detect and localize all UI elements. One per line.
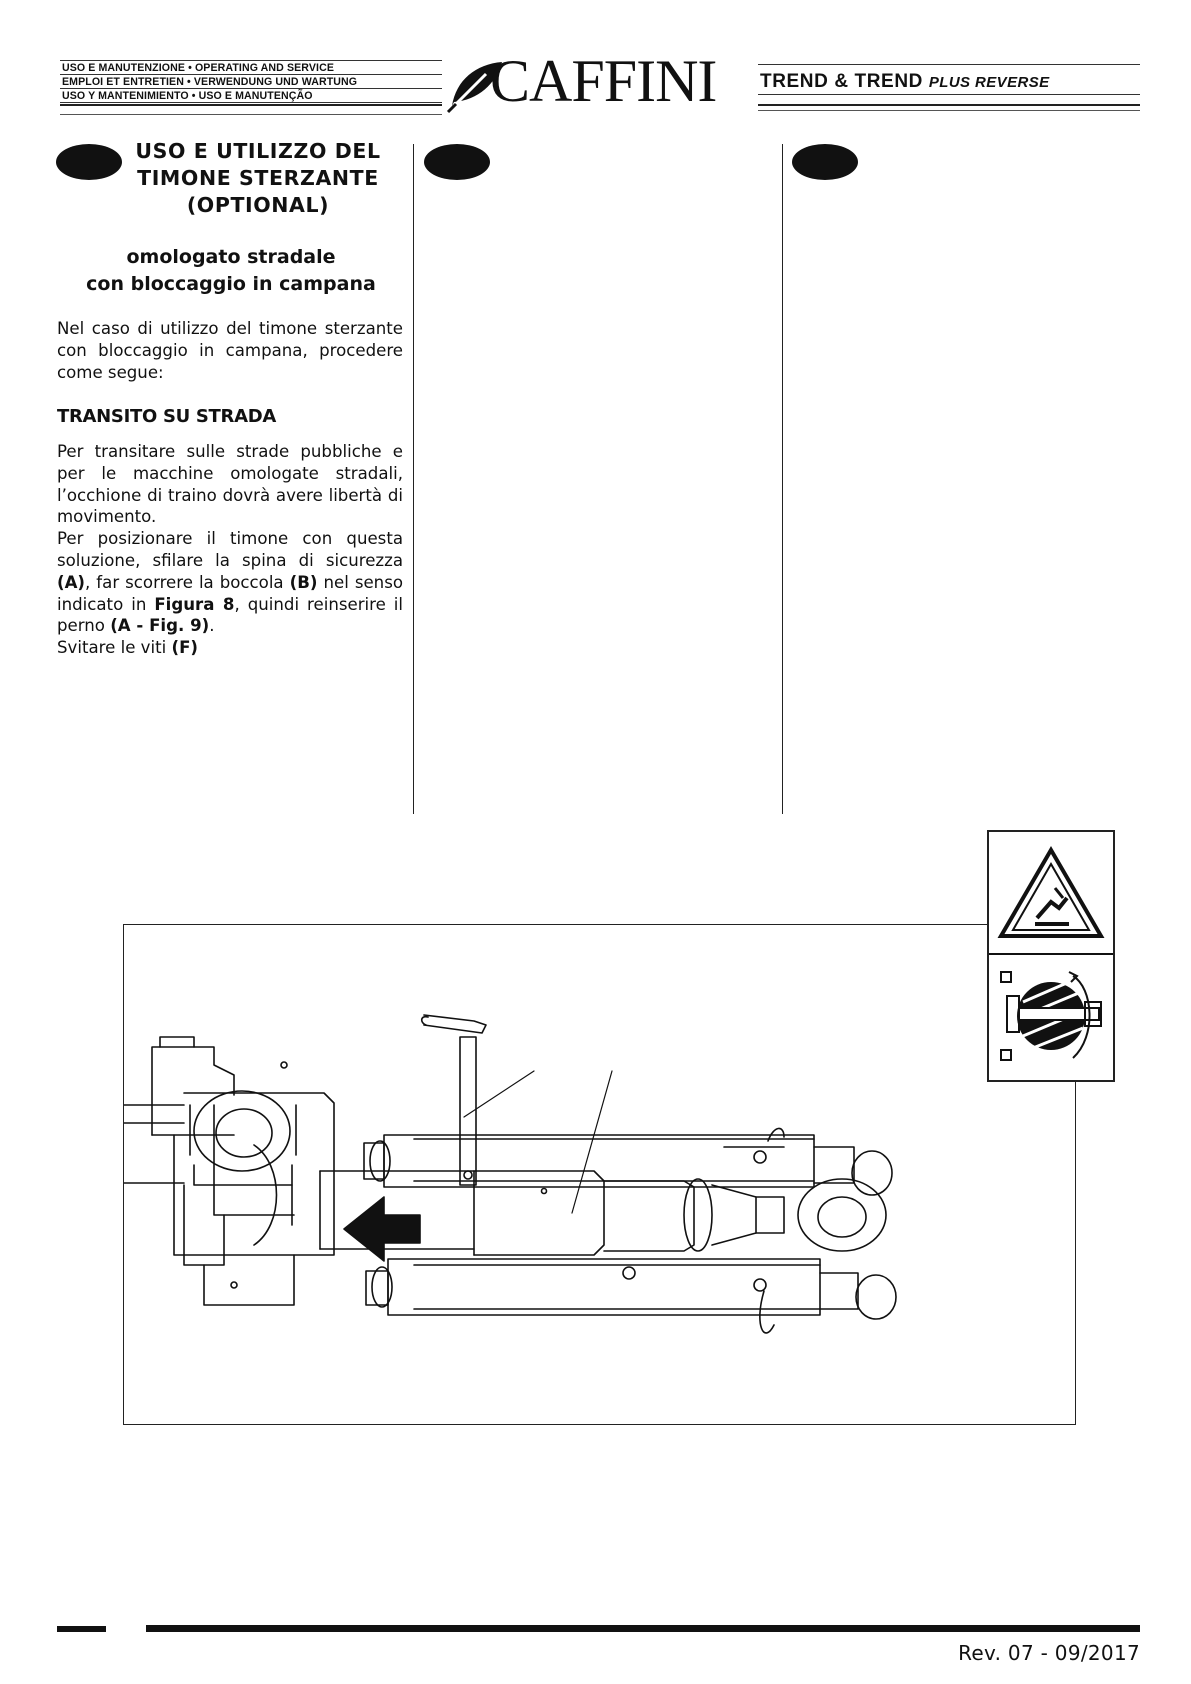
- column-divider: [782, 144, 783, 814]
- safety-pictogram-panel: [989, 832, 1113, 1080]
- revision-label: Rev. 07 - 09/2017: [958, 1641, 1140, 1665]
- body-text: Per transitare sulle strade pubbliche e per le macchine omologate stradali, l’occhione di traino dovrà avere libertà di movimento.: [57, 442, 403, 527]
- body-text: .: [209, 616, 215, 636]
- footer-bar-left: [57, 1626, 106, 1632]
- reference-label: (F): [171, 638, 199, 658]
- header-language-line: USO E MANUTENZIONE • OPERATING AND SERVICE: [60, 60, 442, 74]
- body-text: Per posizionare il timone con questa soluzione, sfilare la spina di sicurezza: [57, 529, 403, 570]
- model-name: [760, 70, 1050, 95]
- rotating-parts-icon: [1001, 972, 1101, 1060]
- language-flag-marker: [792, 144, 858, 180]
- reference-label: (A): [57, 572, 86, 592]
- direction-arrow-icon: [344, 1197, 420, 1261]
- footer-bar-right: [146, 1625, 1140, 1632]
- body-paragraph: [57, 441, 403, 659]
- safety-pictograms: [987, 830, 1115, 1082]
- subtitle-line: omologato stradale: [126, 246, 336, 268]
- body-text: nel senso indicato in: [57, 572, 403, 614]
- model-name-main: TREND & TREND: [760, 71, 923, 92]
- section-heading: TRANSITO SU STRADA: [57, 406, 276, 427]
- figure-reference: (A - Fig. 9): [110, 616, 210, 636]
- subtitle-line: con bloccaggio in campana: [86, 273, 376, 295]
- body-text: Svitare le viti: [57, 638, 172, 658]
- header-rule-left: [60, 104, 442, 115]
- model-name-suffix: PLUS REVERSE: [928, 74, 1050, 91]
- body-text-screws: [57, 637, 403, 659]
- page-subtitle: [56, 244, 406, 298]
- page-title: USO E UTILIZZO DEL TIMONE STERZANTE (OPTIONAL): [135, 139, 381, 217]
- body-text: , far scorrere la boccola: [85, 572, 290, 592]
- body-text-instructions: [57, 528, 403, 637]
- brand-name: CAFFINI: [490, 48, 717, 114]
- reference-label: (B): [289, 572, 318, 592]
- drawbar-illustration: [124, 925, 1072, 1421]
- language-flag-marker: [424, 144, 490, 180]
- language-flag-marker: [56, 144, 122, 180]
- header-language-line: EMPLOI ET ENTRETIEN • VERWENDUNG UND WARTUNG: [60, 74, 442, 88]
- header-language-line: USO Y MANTENIMIENTO • USO E MANUTENÇÃO: [60, 88, 442, 103]
- crush-hazard-warning-icon: [1001, 850, 1101, 936]
- intro-paragraph: Nel caso di utilizzo del timone sterzante con bloccaggio in campana, procedere come segue:: [57, 319, 403, 382]
- figure-reference: Figura 8: [154, 594, 235, 614]
- header-language-list: [60, 60, 442, 103]
- column-divider: [413, 144, 414, 814]
- body-text: , quindi reinserire il perno: [57, 594, 403, 636]
